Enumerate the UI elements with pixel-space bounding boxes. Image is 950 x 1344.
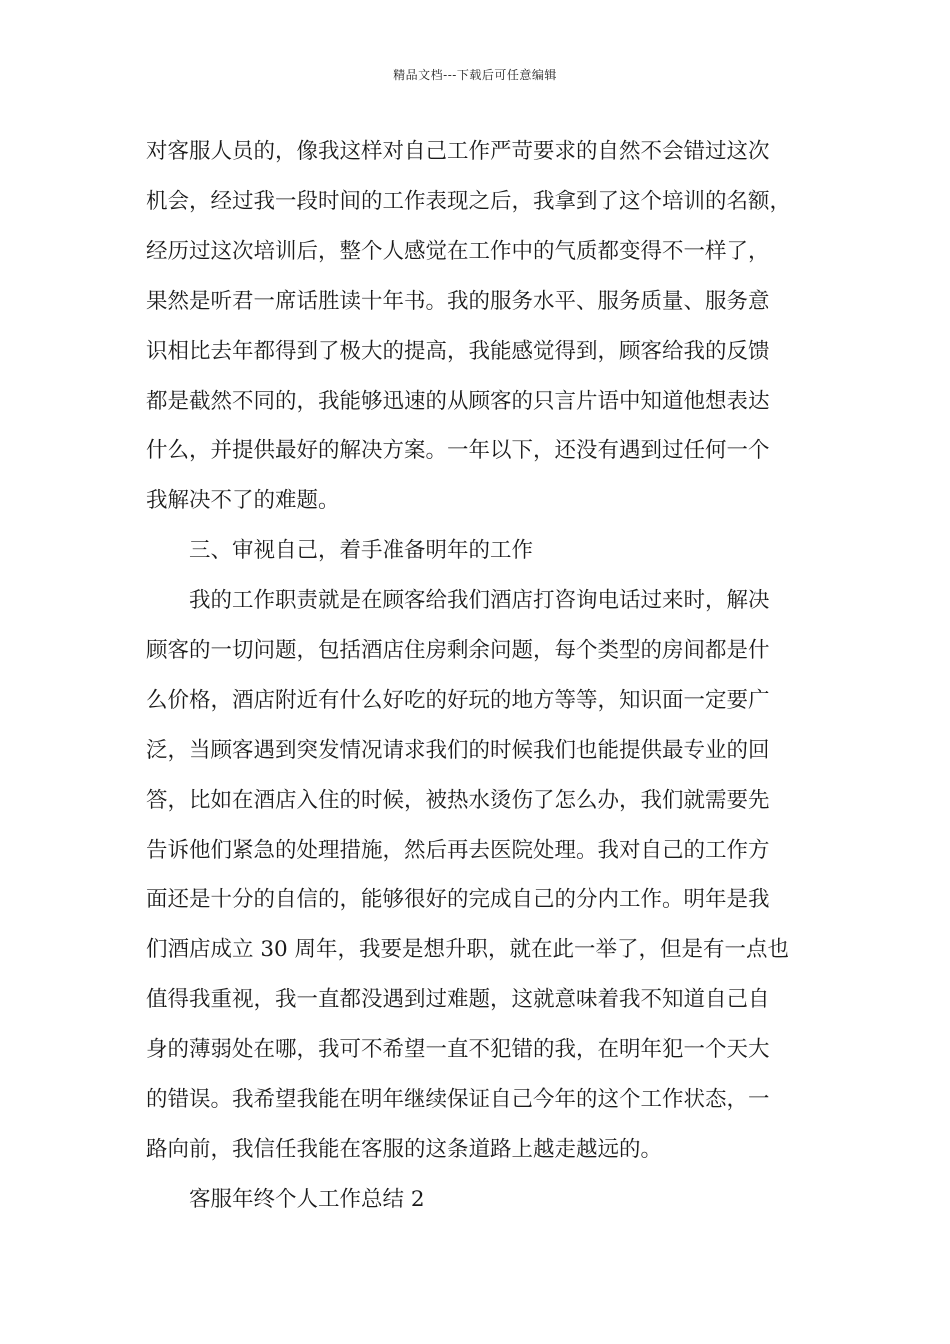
paragraph-line: 告诉他们紧急的处理措施，然后再去医院处理。我对自己的工作方 [146,838,770,863]
paragraph-line: 的错误。我希望我能在明年继续保证自己今年的这个工作状态，一 [146,1087,770,1112]
paragraph-line: 我解决不了的难题。 [146,488,340,513]
paragraph-line: 都是截然不同的，我能够迅速的从顾客的只言片语中知道他想表达 [146,389,770,414]
paragraph-line: 顾客的一切问题，包括酒店住房剩余问题，每个类型的房间都是什 [146,638,770,663]
paragraph-line: 路向前，我信任我能在客服的这条道路上越走越远的。 [146,1137,663,1162]
paragraph-line: 对客服人员的，像我这样对自己工作严苛要求的自然不会错过这次 [146,139,770,164]
paragraph-line: 身的薄弱处在哪，我可不希望一直不犯错的我，在明年犯一个天大 [146,1037,770,1062]
paragraph-line: 面还是十分的自信的，能够很好的完成自己的分内工作。明年是我 [146,887,770,912]
paragraph-line: 值得我重视，我一直都没遇到过难题，这就意味着我不知道自己自 [146,987,770,1012]
paragraph-line: 泛，当顾客遇到突发情况请求我们的时候我们也能提供最专业的回 [146,738,770,763]
section-title: 客服年终个人工作总结 2 [189,1187,425,1212]
paragraph-line: 我的工作职责就是在顾客给我们酒店打咨询电话过来时，解决 [189,588,770,613]
paragraph-line: 什么，并提供最好的解决方案。一年以下，还没有遇到过任何一个 [146,438,770,463]
page-header: 精品文档---下载后可任意编辑 [393,68,557,82]
section-heading: 三、审视自己，着手准备明年的工作 [189,538,534,563]
paragraph-line: 机会，经过我一段时间的工作表现之后，我拿到了这个培训的名额， [146,189,792,214]
paragraph-line: 果然是听君一席话胜读十年书。我的服务水平、服务质量、服务意 [146,289,770,314]
paragraph-line: 识相比去年都得到了极大的提高，我能感觉得到，顾客给我的反馈 [146,339,770,364]
paragraph-line: 经历过这次培训后，整个人感觉在工作中的气质都变得不一样了， [146,239,770,264]
paragraph-line: 们酒店成立 30 周年，我要是想升职，就在此一举了，但是有一点也 [146,937,790,962]
paragraph-line: 么价格，酒店附近有什么好吃的好玩的地方等等，知识面一定要广 [146,688,770,713]
paragraph-line: 答，比如在酒店入住的时候，被热水烫伤了怎么办，我们就需要先 [146,788,770,813]
